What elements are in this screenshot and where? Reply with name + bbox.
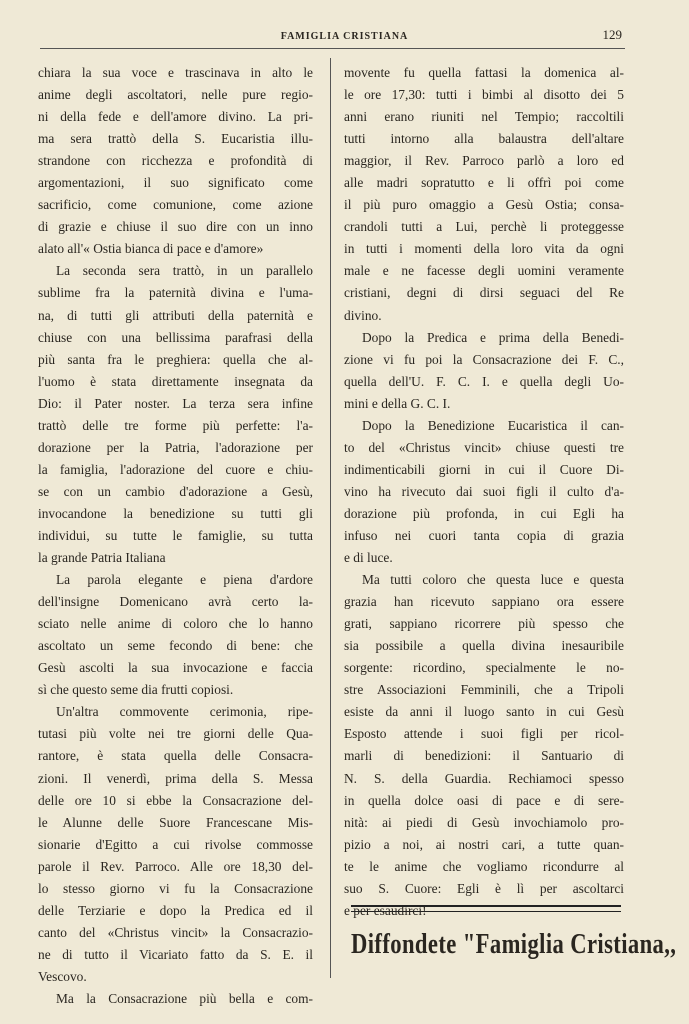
running-header-title: FAMIGLIA CRISTIANA: [280, 31, 409, 42]
text-line: Dopo la Predica e prima della Benedi-: [362, 329, 624, 345]
text-line: zioni. Il venerdì, prima della S. Messa: [38, 770, 313, 786]
text-line: esiste da anni il luogo santo in cui Gesù: [344, 704, 624, 720]
text-line: ma sera trattò della S. Eucaristia illu-: [38, 131, 313, 147]
text-line: sorgente: ricordino, specialmente le no-: [344, 660, 624, 676]
text-line: sacrificio, come comunione, come azione: [38, 197, 313, 213]
text-line: sia possibile a quella divina inesauribile: [344, 638, 624, 654]
text-line: quella dell'U. F. C. I. e quella degli Uo-: [344, 373, 624, 389]
text-line: na, di tutti gli attributi della paternità e: [38, 307, 313, 323]
text-line: Dio: il Pater noster. La terza sera infine: [38, 395, 313, 411]
text-line: delle ore 10 si ebbe la Consacrazione del-: [38, 792, 313, 808]
text-line: Ma la Consacrazione più bella e com-: [56, 990, 313, 1006]
text-line: e di luce.: [344, 550, 393, 566]
text-line: Ma tutti coloro che questa luce e questa: [362, 572, 624, 588]
text-line: ni della fede e dell'amore divino. La pri-: [38, 109, 313, 125]
page-number: 129: [602, 27, 622, 42]
text-line: in quella dolce oasi di pace e di sere-: [344, 792, 624, 808]
text-line: divino.: [344, 307, 382, 323]
text-line: rantore, è stata quella delle Consacra-: [38, 748, 313, 764]
text-line: Gesù ascolti la sua invocazione e faccia: [38, 660, 313, 676]
text-line: movente fu quella fattasi la domenica al-: [344, 65, 624, 80]
text-line: stre Associazioni Femminili, che a Tripoli: [344, 682, 624, 698]
text-line: vino ha rivecuto dai suoi figli il culto d'a-: [344, 483, 624, 499]
text-line: il più puro omaggio a Gesù Ostia; consa-: [344, 197, 624, 213]
text-line: nità: ai piedi di Gesù invochiamolo pro-: [344, 814, 624, 830]
text-line: La parola elegante e piena d'ardore: [56, 572, 313, 588]
text-line: infuso nei cuori tanta copia di grazia: [344, 527, 624, 543]
text-line: individui, su tutte le famiglie, su tutta: [38, 527, 313, 543]
text-line: chiara la sua voce e trascinava in alto le: [38, 65, 313, 80]
text-line: te le anime che vogliamo ricondurre al: [344, 858, 624, 874]
text-line: in tutti i momenti della loro vita da ogni: [344, 241, 624, 257]
advert-double-rule: [351, 905, 621, 912]
advert-slogan: Diffondete "Famiglia Cristiana,,: [351, 928, 677, 960]
text-line: strandone con ricchezza e profondità di: [38, 153, 313, 169]
text-line: alato all'« Ostia bianca di pace e d'amore»: [38, 241, 264, 257]
text-line: anime degli ascoltatori, nelle pure regio-: [38, 87, 313, 103]
header-rule: [40, 48, 625, 49]
text-line: Esposto attende i suoi figli per ricol-: [344, 726, 624, 742]
text-line: chiuse con una bellissima parafrasi della: [38, 329, 313, 345]
text-line: to del «Christus vincit» chiuse questi tre: [344, 439, 624, 455]
text-line: crandoli tutti a Lui, perchè li proteggesse: [344, 219, 624, 235]
text-line: e per esaudirci!: [344, 902, 427, 918]
text-line: sì che questo seme dia frutti copiosi.: [38, 682, 234, 698]
text-line: sublime fra la paternità divina e l'uma-: [38, 285, 313, 301]
text-line: sciato nelle anime di coloro che lo hanno: [38, 616, 313, 632]
text-line: la grande Patria Italiana: [38, 550, 166, 566]
left-text-column: [38, 62, 313, 1010]
text-line: Dopo la Benedizione Eucaristica il can-: [362, 417, 624, 433]
text-line: l'uomo è stata direttamente insegnata da: [38, 373, 313, 389]
text-line: tutasi più volte nei tre giorni delle Qua-: [38, 726, 313, 742]
text-line: Un'altra commovente cerimonia, ripe-: [56, 704, 313, 720]
text-line: N. S. della Guardia. Rechiamoci spesso: [344, 770, 624, 786]
text-line: le Alunne delle Suore Francescane Mis-: [38, 814, 313, 830]
text-line: dell'insigne Domenicano avrà certo la-: [38, 594, 313, 610]
text-line: argomentazioni, il suo significato come: [38, 175, 313, 191]
text-line: dorazione più profonda, in cui Egli ha: [344, 505, 624, 521]
text-line: delle Terziarie e dopo la Predica ed il: [38, 902, 313, 918]
text-line: se con un cambio d'adorazione a Gesù,: [38, 483, 313, 499]
text-line: La seconda sera trattò, in un parallelo: [56, 263, 313, 279]
text-line: male e ne facesse degli uomini veramente: [344, 263, 624, 279]
text-line: alle madri sopratutto e li offrì poi come: [344, 175, 624, 191]
text-line: maggior, il Rev. Parroco parlò a loro ed: [344, 153, 624, 169]
right-text-column: [344, 62, 624, 922]
text-line: dorazione per la Patria, l'adorazione per: [38, 439, 313, 455]
text-line: ascoltato un seme fecondo di bene: che: [38, 638, 313, 654]
text-line: sionarie d'Egitto a cui rivolse commosse: [38, 836, 313, 852]
text-line: tutti intorno alla balaustra dell'altare: [344, 131, 624, 147]
text-line: zione vi fu poi la Consacrazione dei F. C.,: [344, 351, 624, 367]
text-line: lo stesso giorno vi fu la Consacrazione: [38, 880, 313, 896]
text-line: suo S. Cuore: Egli è lì per ascoltarci: [344, 880, 624, 896]
text-line: le ore 17,30: tutti i bimbi al disotto dei 5: [344, 87, 624, 103]
text-line: più santa fra le preghiera: quella che al-: [38, 351, 313, 367]
text-line: marli di benedizioni: il Santuario di: [344, 748, 624, 764]
text-line: grati, sappiano ricorrere più spesso che: [344, 616, 624, 632]
text-line: indimenticabili giorni in cui il Cuore Di-: [344, 461, 624, 477]
text-line: invocandone la benedizione su tutti gli: [38, 505, 313, 521]
text-line: di grazie e chiuse il suo dire con un inno: [38, 219, 313, 235]
text-line: grazia han ricevuto sappiano ora essere: [344, 594, 624, 610]
text-line: mini e della G. C. I.: [344, 395, 451, 411]
text-line: trattò delle tre forme più perfette: l'a-: [38, 417, 313, 433]
text-line: pizio a noi, ai nostri cari, a tutte quan-: [344, 836, 624, 852]
text-line: Vescovo.: [38, 968, 87, 984]
column-divider: [330, 58, 331, 978]
text-line: anni erano riuniti nel Tempio; raccoltili: [344, 109, 624, 125]
text-line: canto del «Christus vincit» la Consacrazio-: [38, 924, 313, 940]
text-line: ne di tutto il Vicariato fatto da S. E. il: [38, 946, 313, 962]
text-line: cristiani, degni di dirsi seguaci del Re: [344, 285, 624, 301]
text-line: parole il Rev. Parroco. Alle ore 18,30 del-: [38, 858, 313, 874]
text-line: la famiglia, l'adorazione del cuore e chiu-: [38, 461, 313, 477]
